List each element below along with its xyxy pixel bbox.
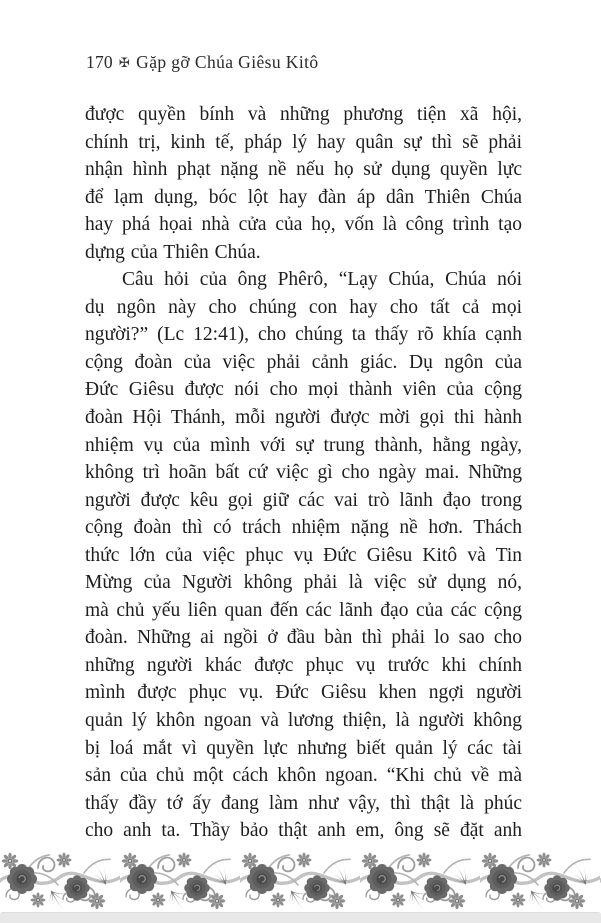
text-block — [85, 101, 522, 845]
text-line: mình được phục vụ. Đức Giêsu khen ngợi người — [85, 682, 522, 704]
book-title: Gặp gỡ Chúa Giêsu Kitô — [136, 52, 319, 72]
text-line: hay phá họai nhà cửa của họ, vốn là công trình tạo — [85, 214, 522, 236]
text-line: được quyền bính và những phương tiện xã hội, — [85, 104, 522, 125]
text-line: bị loá mắt vì quyền lực nhưng biết quản lý các tài — [85, 737, 522, 759]
text-line: những người khác được phục vụ trước khi chính — [85, 654, 522, 676]
page-number: 170 — [86, 52, 113, 72]
text-line: để lạm dụng, bóc lột hay đàn áp dân Thiên Chúa — [85, 186, 522, 208]
text-line: thấy đầy tớ ấy đang làm như vậy, thì thật là phúc — [85, 792, 522, 814]
text-line: nhiệm vụ của mình với sự trung thành, hằng ngày, — [85, 434, 522, 456]
text-line: đoàn Hội Thánh, mỗi người được mời gọi thi hành — [85, 407, 522, 429]
text-line: người được kêu gọi giữ các vai trò lãnh đạo trong — [85, 489, 522, 511]
text-line: dựng của Thiên Chúa. — [85, 241, 261, 263]
bottom-bar — [0, 912, 601, 923]
text-line: không trì hoãn bất cứ việc gì cho ngày mai. Những — [85, 462, 522, 484]
text-line: quản lý khôn ngoan và lương thiện, là người không — [85, 710, 522, 732]
text-line: thức lớn của việc phục vụ Đức Giêsu Kitô và Tin — [85, 544, 522, 566]
text-line: Mừng của Người không phải là việc sử dụng nó, — [85, 572, 522, 594]
text-line: người?” (Lc 12:41), cho chúng ta thấy rõ khía cạnh — [85, 324, 522, 346]
page-header — [86, 52, 319, 73]
text-line: cộng đoàn thì có trách nhiệm nặng nề hơn. Thách — [85, 517, 522, 539]
text-line: dụ ngôn này cho chúng con hay cho tất cả mọi — [85, 296, 522, 318]
text-line: Đức Giêsu được nói cho mọi thành viên của cộng — [85, 379, 522, 401]
text-line: cộng đoàn của việc phải cảnh giác. Dụ ngôn của — [85, 351, 522, 373]
text-line: Câu hỏi của ông Phêrô, “Lạy Chúa, Chúa nói — [122, 269, 522, 291]
text-line: cho anh ta. Thầy bảo thật anh em, ông sẽ đặt anh — [85, 820, 522, 842]
text-line: mà chủ yếu liên quan đến các lãnh đạo của các cộng — [85, 599, 522, 621]
text-line: đoàn. Những ai ngồi ở đầu bàn thì phải lo sao cho — [85, 627, 522, 649]
text-line: chính trị, kinh tế, pháp lý hay quân sự thì sẽ phải — [85, 131, 522, 153]
text-line: nhận hình phạt nặng nề nếu họ sử dụng quyền lực — [85, 159, 522, 181]
maltese-cross-icon: ✠ — [118, 55, 131, 70]
text-line: sản của chủ một cách khôn ngoan. “Khi chủ về mà — [85, 765, 522, 787]
floral-border — [0, 851, 601, 909]
